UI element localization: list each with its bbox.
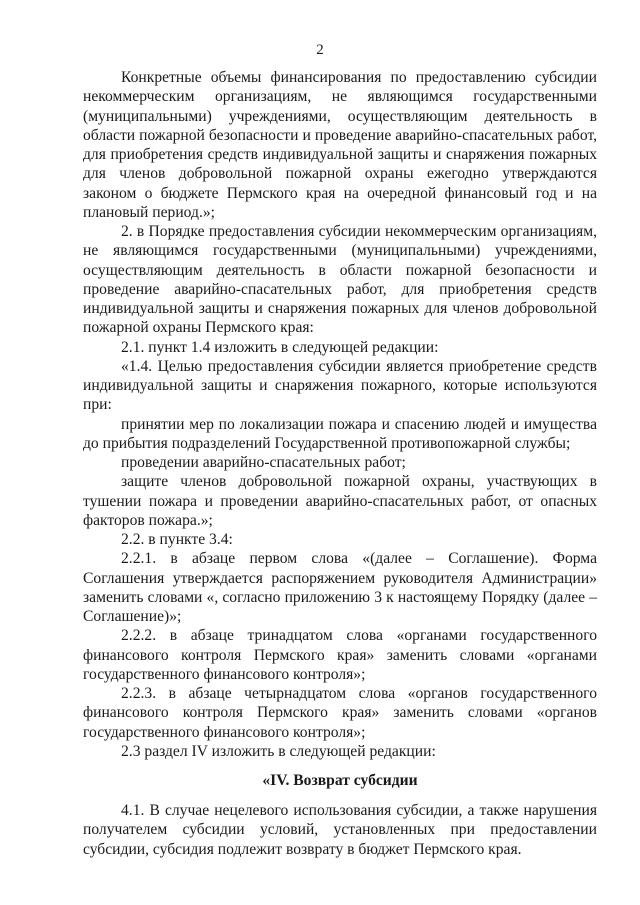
paragraph: 2.2.3. в абзаце четырнадцатом слова «органов государственного финансового контроля Пермского края» заменить словами «органов государственного финансового контроля»;	[83, 685, 597, 741]
paragraph: 2. в Порядке предоставления субсидии некоммерческим организациям, не являющимся государственными (муниципальными) учреждениями, осуществляющим деятельность в области пожарной безопасности и проведение аварийно-спасательных работ, для приобретения средств индивидуальной защиты и снаряжения пожарных для членов добровольной пожарной охраны Пермского края:	[83, 223, 597, 337]
paragraph: проведении аварийно-спасательных работ;	[121, 454, 406, 471]
document-body	[83, 68, 597, 859]
section-heading: «IV. Возврат субсидии	[262, 772, 418, 789]
paragraph: 2.1. пункт 1.4 изложить в следующей редакции:	[121, 338, 439, 356]
paragraph: 2.2.2. в абзаце тринадцатом слова «органами государственного финансового контроля Пермского края» заменить словами «органами государственного финансового контроля»;	[83, 627, 597, 683]
paragraph: принятии мер по локализации пожара и спасению людей и имущества до прибытия подразделений Государственной противопожарной службы;	[83, 415, 597, 452]
page-number: 2	[316, 42, 324, 58]
paragraph: 2.3 раздел IV изложить в следующей редакции:	[121, 742, 436, 760]
paragraph: 2.2. в пункте 3.4:	[121, 531, 233, 548]
paragraph: 2.2.1. в абзаце первом слова «(далее – Соглашение). Форма Соглашения утверждается распоряжением руководителя Администрации» заменить словами «, согласно приложению 3 к настоящему Порядку (далее – Соглашение)»;	[83, 550, 597, 625]
paragraph: защите членов добровольной пожарной охраны, участвующих в тушении пожара и проведении аварийно-спасательных работ, от опасных факторов пожара.»;	[83, 473, 597, 529]
paragraph: Конкретные объемы финансирования по предоставлению субсидии некоммерческим организациям, не являющимся государственными (муниципальными) учреждениями, осуществляющим деятельность в области пожарной безопасности и проведение аварийно-спасательных работ, для приобретения средств индивидуальной защиты и снаряжения пожарных для членов добровольной пожарной охраны ежегодно утверждаются законом о бюджете Пермского края на очередной финансовый год и на плановый период.»;	[83, 69, 597, 221]
paragraph: 4.1. В случае нецелевого использования субсидии, а также нарушения получателем субсидии условий, установленных при предоставлении субсидии, субсидия подлежит возврату в бюджет Пермского края.	[83, 802, 597, 858]
paragraph: «1.4. Целью предоставления субсидии является приобретение средств индивидуальной защиты и снаряжения пожарного, которые используются при:	[83, 357, 597, 414]
